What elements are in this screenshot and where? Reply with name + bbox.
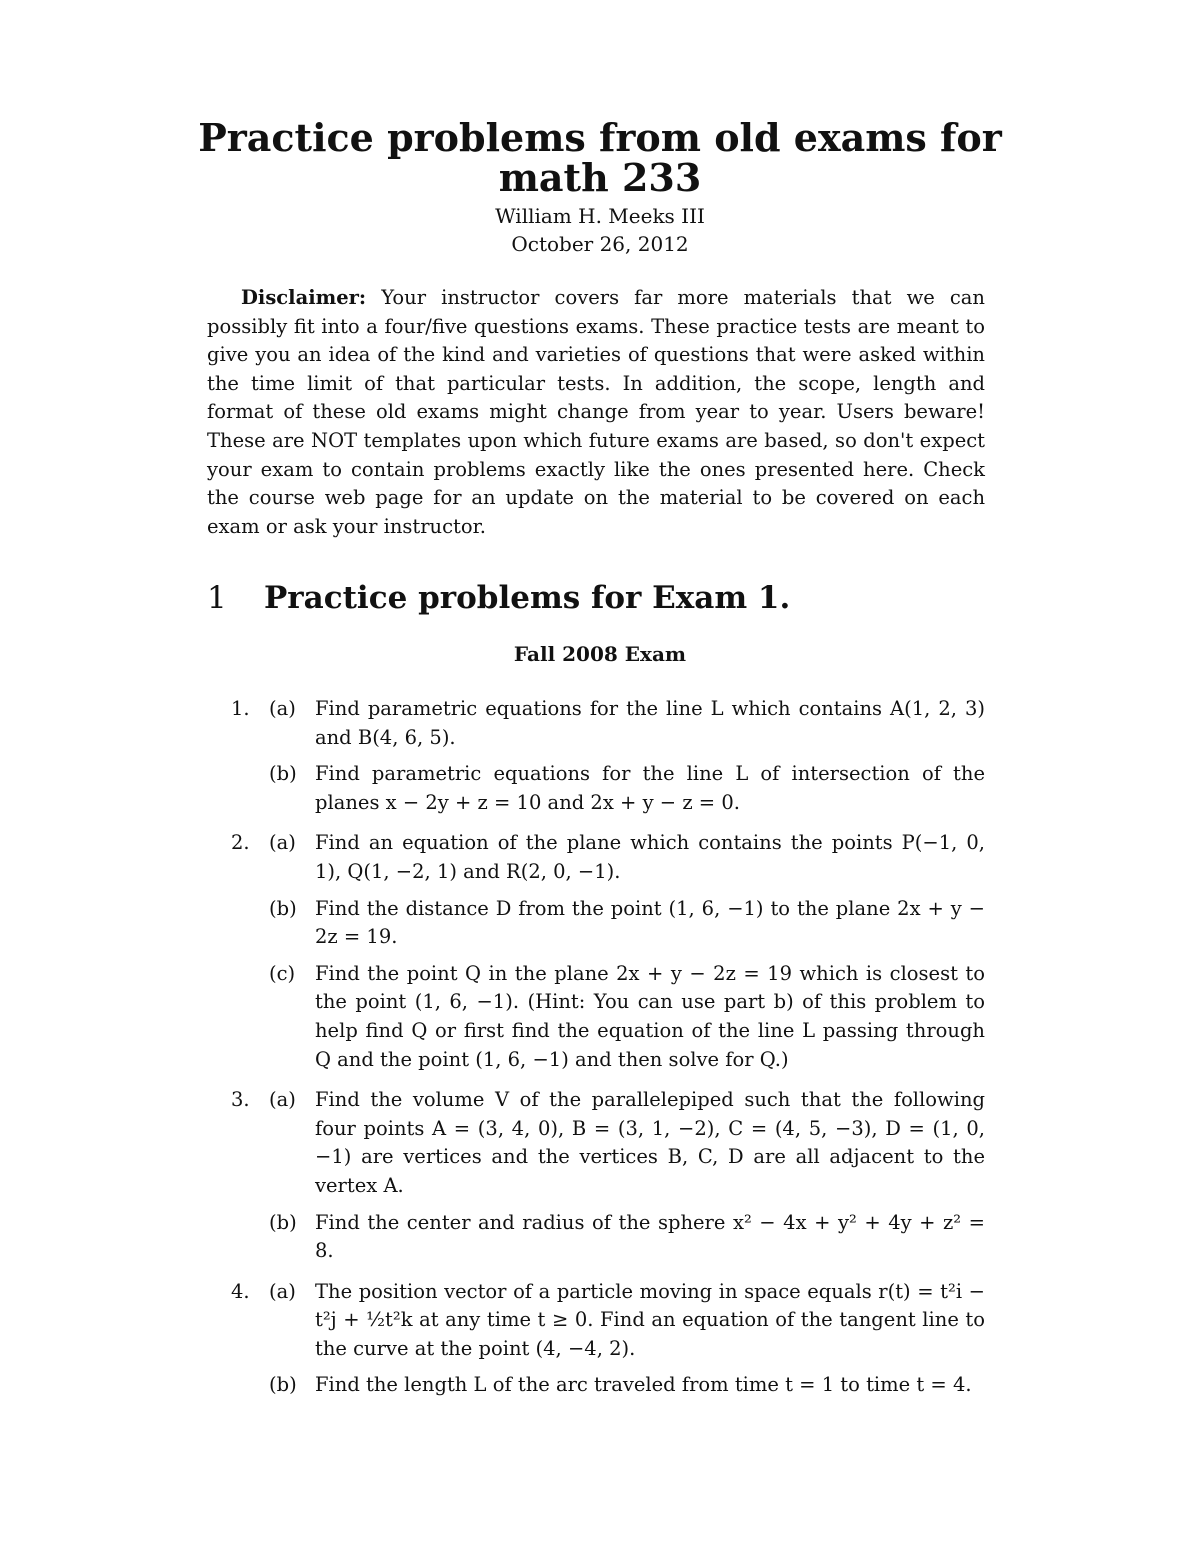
problem-number: 1. [231, 697, 250, 720]
problem-part [207, 1371, 985, 1400]
document-title: Practice problems from old exams for math 233 [198, 115, 1002, 200]
problem-part [207, 960, 985, 1074]
problem [207, 829, 985, 1074]
author: William H. Meeks III [495, 204, 705, 228]
part-label: (a) [269, 697, 296, 720]
part-label: (c) [269, 961, 296, 985]
problem-number: 3. [231, 1088, 250, 1112]
disclaimer-text: Your instructor covers far more materials that we can possibly fit into a four/five questions exams. These practice tests are meant to give you an idea of the kind and varieties of questions that were asked within the time limit of that particular tests. In addition, the scope, length and format of these old exams might change from year to year. Users beware! These are NOT templates upon which future exams are based, so don't expect your exam to contain problems exactly like the ones presented here. Check the course web page for an update on the material to be covered on each exam or ask your instructor. [207, 286, 985, 538]
part-label: (b) [269, 896, 297, 920]
problem [207, 1086, 985, 1266]
exam-title: Fall 2008 Exam [513, 642, 687, 666]
part-label: (b) [269, 762, 297, 786]
part-text: Find parametric equations for the line L of intersection of the planes x − 2y + z = 10 and 2x + y − z = 0. [315, 762, 985, 814]
problem-part [207, 760, 985, 817]
problem [207, 695, 985, 817]
part-label: (a) [269, 1279, 296, 1303]
problem-number: 2. [231, 831, 250, 855]
problem-part [207, 1209, 985, 1266]
problem-list [207, 695, 985, 1412]
part-text: The position vector of a particle moving in space equals r(t) = t²i − t²j + ½t²k at any time t ≥ 0. Find an equation of the tangent line to the curve at the point (4, −4, 2). [315, 1279, 985, 1360]
part-text: Find the distance D from the point (1, 6, −1) to the plane 2x + y − 2z = 19. [315, 896, 985, 949]
part-text: Find the volume V of the parallelepiped such that the following four points A = (3, 4, 0), B = (3, 1, −2), C = (4, 5, −3), D = (1, 0, −1) are vertices and the vertices B, C, D are all adjacent to the vertex A. [315, 1088, 985, 1197]
problem-part [207, 1086, 985, 1200]
part-label: (a) [269, 1088, 296, 1112]
part-label: (b) [269, 1210, 297, 1234]
part-label: (b) [269, 1373, 297, 1397]
disclaimer-label: Disclaimer: [241, 286, 367, 309]
date: October 26, 2012 [511, 232, 689, 256]
problem-part [207, 895, 985, 952]
problem-part [207, 695, 985, 752]
section-title: Practice problems for Exam 1. [264, 580, 791, 616]
problem-number: 4. [231, 1279, 250, 1303]
part-text: Find the center and radius of the sphere x² − 4x + y² + 4y + z² = 8. [315, 1210, 985, 1263]
part-text: Find the point Q in the plane 2x + y − 2z = 19 which is closest to the point (1, 6, −1). (Hint: You can use part b) of this problem to help find Q or first find the equation of the line L passing through Q and the point (1, 6, −1) and then solve for Q.) [315, 961, 985, 1071]
problem-part [207, 1278, 985, 1364]
section-number: 1 [207, 580, 227, 616]
part-text: Find parametric equations for the line L which contains A(1, 2, 3) and B(4, 6, 5). [315, 697, 985, 749]
problem-part [207, 829, 985, 886]
section-heading [207, 578, 790, 618]
problem [207, 1278, 985, 1400]
part-text: Find an equation of the plane which contains the points P(−1, 0, 1), Q(1, −2, 1) and R(2, 0, −1). [315, 831, 985, 883]
part-text: Find the length L of the arc traveled from time t = 1 to time t = 4. [315, 1373, 972, 1397]
disclaimer-paragraph [207, 284, 985, 541]
part-label: (a) [269, 831, 296, 855]
